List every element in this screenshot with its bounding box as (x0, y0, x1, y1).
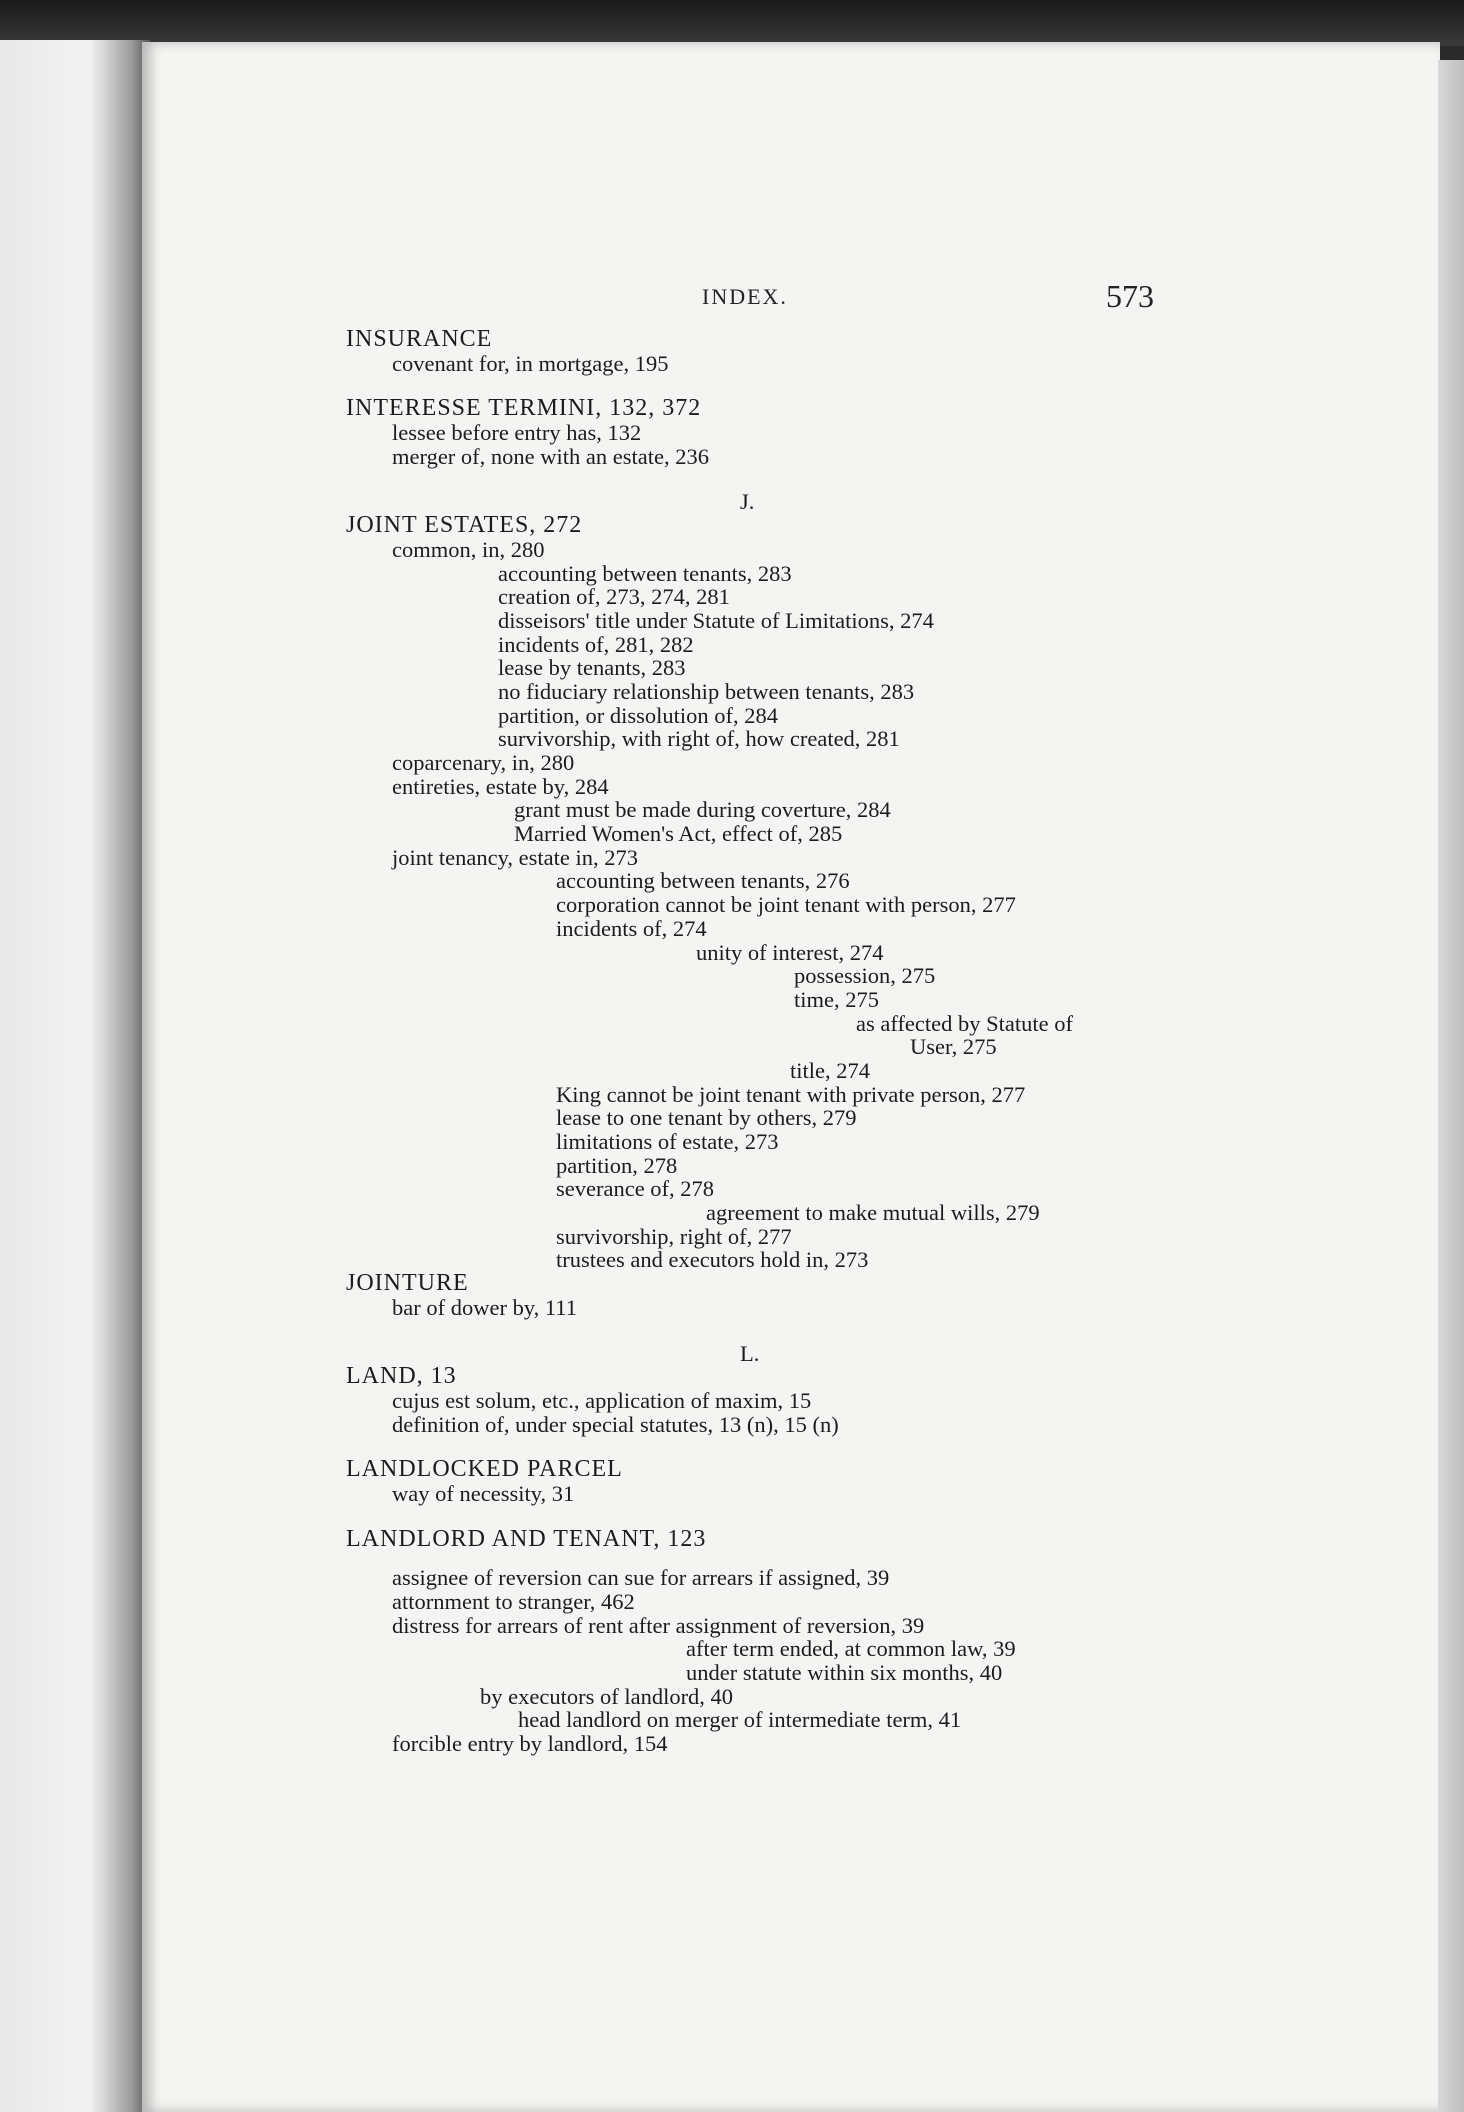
index-heading: JOINTURE (346, 1270, 469, 1297)
index-heading: LANDLORD AND TENANT, 123 (346, 1525, 707, 1552)
index-subentry: definition of, under special statutes, 13 (n), 15 (n) (392, 1411, 839, 1437)
index-subentry: trustees and executors hold in, 273 (556, 1247, 869, 1273)
section-letter: J. (740, 489, 755, 515)
index-subentry: partition, or dissolution of, 284 (498, 702, 778, 728)
index-subentry: under statute within six months, 40 (686, 1660, 1003, 1686)
index-subentry: partition, 278 (556, 1152, 678, 1178)
index-subentry: forcible entry by landlord, 154 (392, 1731, 668, 1757)
index-subentry: cujus est solum, etc., application of maxim, 15 (392, 1387, 812, 1413)
index-heading: JOINT ESTATES, 272 (346, 512, 583, 539)
index-subentry: merger of, none with an estate, 236 (392, 443, 709, 469)
index-subentry: survivorship, with right of, how created, 281 (498, 726, 900, 752)
index-subentry: Married Women's Act, effect of, 285 (514, 821, 843, 847)
index-subentry: disseisors' title under Statute of Limitations, 274 (498, 607, 934, 633)
index-subentry: accounting between tenants, 276 (556, 868, 850, 894)
entry-spacer (0, 375, 1464, 397)
index-subentry: creation of, 273, 274, 281 (498, 584, 730, 610)
index-subentry: incidents of, 274 (556, 915, 707, 941)
index-subentry: assignee of reversion can sue for arrears if assigned, 39 (392, 1565, 890, 1591)
entry-spacer (0, 1551, 1464, 1566)
index-subentry: unity of interest, 274 (696, 939, 884, 965)
index-subentry: after term ended, at common law, 39 (686, 1636, 1016, 1662)
scan-top-border (0, 0, 1464, 46)
entry-spacer (0, 1506, 1464, 1528)
index-subentry: User, 275 (910, 1034, 997, 1060)
index-subentry: severance of, 278 (556, 1176, 715, 1202)
index-subentry: lease to one tenant by others, 279 (556, 1105, 857, 1131)
index-subentry: distress for arrears of rent after assignment of reversion, 39 (392, 1612, 925, 1638)
index-subentry: survivorship, right of, 277 (556, 1223, 792, 1249)
index-subentry: corporation cannot be joint tenant with person, 277 (556, 892, 1016, 918)
index-subentry: entireties, estate by, 284 (392, 773, 609, 799)
entry-spacer (0, 1320, 1464, 1342)
index-subentry: covenant for, in mortgage, 195 (392, 350, 669, 376)
index-subentry: head landlord on merger of intermediate term, 41 (518, 1707, 962, 1733)
index-subentry: possession, 275 (794, 963, 936, 989)
index-heading: INTERESSE TERMINI, 132, 372 (346, 395, 702, 422)
index-subentry: accounting between tenants, 283 (498, 560, 792, 586)
index-subentry: by executors of landlord, 40 (480, 1683, 734, 1709)
index-subentry: coparcenary, in, 280 (392, 750, 575, 775)
index-subentry: title, 274 (790, 1057, 870, 1083)
index-subentry: bar of dower by, 111 (392, 1294, 577, 1320)
index-subentry: limitations of estate, 273 (556, 1129, 779, 1154)
header-title: INDEX. (702, 284, 788, 309)
index-subentry: no fiduciary relationship between tenants, 283 (498, 678, 915, 704)
index-subentry: lessee before entry has, 132 (392, 420, 642, 446)
running-header (0, 278, 1464, 318)
index-subentry: attornment to stranger, 462 (392, 1589, 635, 1614)
index-subentry: incidents of, 281, 282 (498, 631, 694, 657)
index-subentry: time, 275 (794, 986, 879, 1012)
entry-spacer (0, 1436, 1464, 1458)
index-subentry: King cannot be joint tenant with private person, 277 (556, 1081, 1026, 1107)
section-letter: L. (740, 1340, 760, 1366)
index-subentry: grant must be made during coverture, 284 (514, 797, 891, 823)
index-heading: LAND, 13 (346, 1363, 457, 1390)
index-heading: LANDLOCKED PARCEL (346, 1456, 623, 1483)
index-heading: INSURANCE (346, 326, 493, 352)
index-body (0, 328, 1464, 1756)
index-subentry: joint tenancy, estate in, 273 (392, 844, 638, 870)
entry-spacer (0, 468, 1464, 490)
page-number: 573 (1106, 278, 1154, 314)
index-subentry: as affected by Statute of (856, 1010, 1074, 1036)
index-subentry: agreement to make mutual wills, 279 (706, 1200, 1040, 1226)
index-subentry: common, in, 280 (392, 536, 545, 562)
index-subentry: lease by tenants, 283 (498, 655, 686, 681)
index-subentry: way of necessity, 31 (392, 1480, 575, 1506)
